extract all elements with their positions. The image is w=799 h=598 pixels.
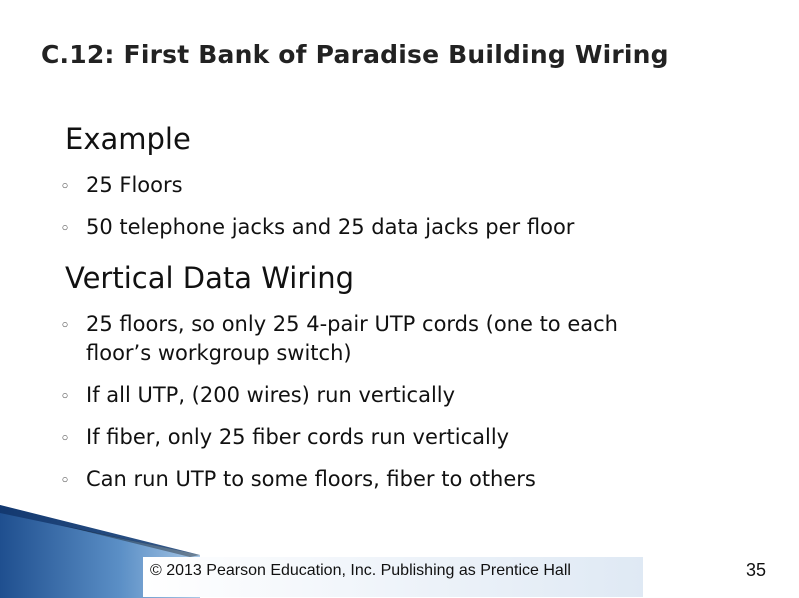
section-heading-example: Example (65, 122, 191, 156)
list-item-text: 25 floors, so only 25 4-pair UTP cords (one to each (86, 312, 618, 336)
list-item (60, 213, 760, 244)
sub-bullet-icon: ◦ (60, 316, 71, 336)
list-item (60, 381, 760, 412)
list-item (60, 423, 760, 454)
page-number: 35 (746, 560, 767, 580)
list-item (60, 171, 760, 202)
sub-bullet-icon: ◦ (60, 387, 71, 407)
list-item-text: If fiber, only 25 fiber cords run vertically (86, 425, 510, 449)
list-item-text: 50 telephone jacks and 25 data jacks per floor (86, 215, 575, 239)
list-item (60, 465, 760, 496)
list-item (60, 310, 760, 368)
sub-bullet-icon: ◦ (60, 219, 71, 239)
sub-bullet-icon: ◦ (60, 471, 71, 491)
footer-copyright: © 2013 Pearson Education, Inc. Publishing as Prentice Hall (143, 557, 643, 597)
list-item-text: If all UTP, (200 wires) run vertically (86, 383, 456, 407)
sub-bullet-icon: ◦ (60, 177, 71, 197)
list-item-text: Can run UTP to some floors, fiber to others (86, 467, 536, 491)
sub-bullet-icon: ◦ (60, 429, 71, 449)
section-heading-vertical-data-wiring: Vertical Data Wiring (65, 261, 355, 295)
list-item-text-continued: floor’s workgroup switch) (86, 341, 352, 365)
list-item-text: 25 Floors (86, 173, 183, 197)
slide-title: C.12: First Bank of Paradise Building Wiring (41, 40, 669, 69)
